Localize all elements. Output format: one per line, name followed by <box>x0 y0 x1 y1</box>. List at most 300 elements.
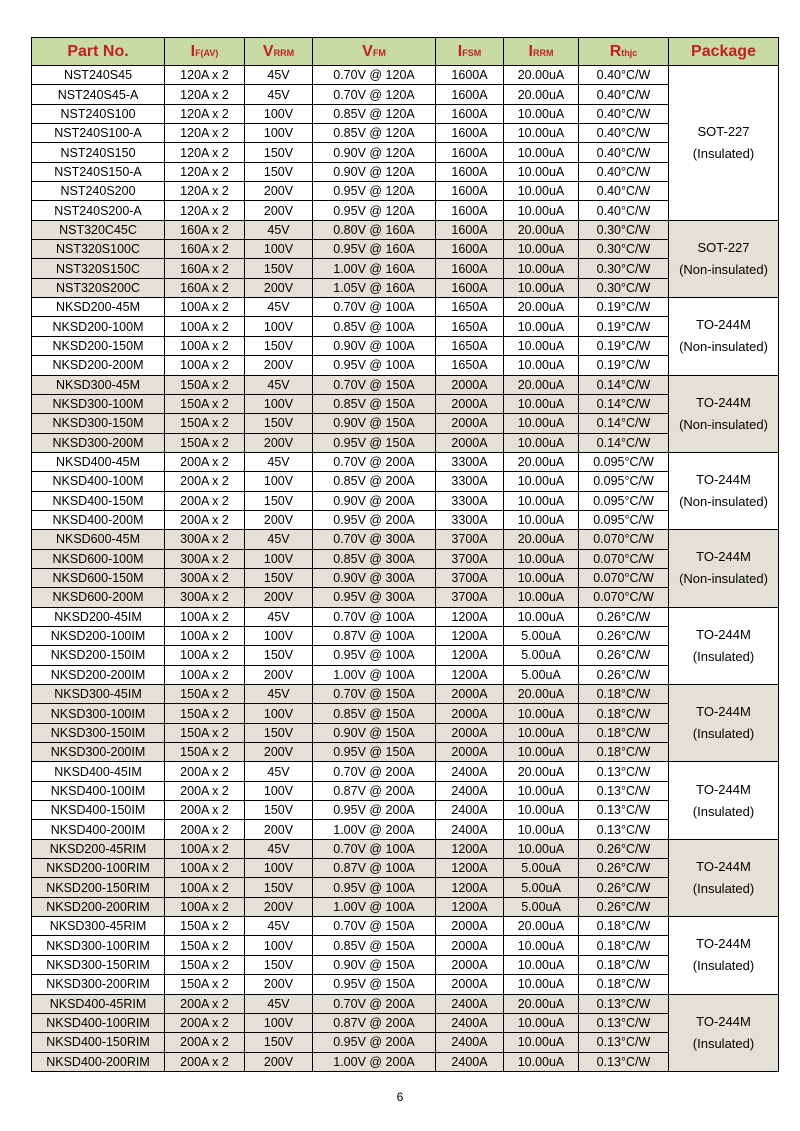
cell-vrrm: 100V <box>245 781 313 800</box>
header-subscript: F(AV) <box>195 47 219 58</box>
cell-ifsm: 2000A <box>436 685 504 704</box>
cell-vrrm: 100V <box>245 936 313 955</box>
table-row <box>32 1033 779 1052</box>
cell-ifsm: 3300A <box>436 491 504 510</box>
cell-ifsm: 2000A <box>436 704 504 723</box>
cell-if-av: 100A x 2 <box>165 336 245 355</box>
cell-vrrm: 200V <box>245 1052 313 1071</box>
cell-part-no: NKSD200-150IM <box>32 646 165 665</box>
cell-part-no: NKSD300-150M <box>32 414 165 433</box>
cell-ifsm: 1600A <box>436 201 504 220</box>
cell-ifsm: 2400A <box>436 1033 504 1052</box>
cell-part-no: NST240S45 <box>32 66 165 85</box>
cell-irrm: 10.00uA <box>504 317 579 336</box>
cell-ifsm: 1200A <box>436 646 504 665</box>
cell-rthjc: 0.18°C/W <box>579 743 669 762</box>
cell-part-no: NKSD600-150M <box>32 568 165 587</box>
header-part-no <box>32 38 165 66</box>
cell-if-av: 100A x 2 <box>165 356 245 375</box>
cell-ifsm: 2000A <box>436 723 504 742</box>
cell-vfm: 0.87V @ 200A <box>313 781 436 800</box>
cell-ifsm: 2400A <box>436 1013 504 1032</box>
cell-vrrm: 100V <box>245 317 313 336</box>
cell-vfm: 0.85V @ 120A <box>313 104 436 123</box>
cell-vrrm: 150V <box>245 568 313 587</box>
cell-vfm: 0.90V @ 120A <box>313 162 436 181</box>
cell-ifsm: 1200A <box>436 607 504 626</box>
cell-package <box>669 685 779 762</box>
cell-part-no: NST240S100 <box>32 104 165 123</box>
cell-rthjc: 0.30°C/W <box>579 240 669 259</box>
cell-vfm: 0.70V @ 100A <box>313 298 436 317</box>
header-subscript: FSM <box>462 47 482 58</box>
cell-rthjc: 0.40°C/W <box>579 104 669 123</box>
cell-vrrm: 100V <box>245 1013 313 1032</box>
table-row <box>32 646 779 665</box>
cell-part-no: NKSD400-200M <box>32 510 165 529</box>
cell-rthjc: 0.13°C/W <box>579 1013 669 1032</box>
table-row <box>32 704 779 723</box>
cell-vrrm: 45V <box>245 685 313 704</box>
cell-rthjc: 0.14°C/W <box>579 394 669 413</box>
cell-if-av: 200A x 2 <box>165 1052 245 1071</box>
cell-vrrm: 45V <box>245 994 313 1013</box>
cell-part-no: NKSD300-45M <box>32 375 165 394</box>
cell-vrrm: 100V <box>245 124 313 143</box>
cell-vfm: 0.85V @ 100A <box>313 317 436 336</box>
cell-irrm: 10.00uA <box>504 104 579 123</box>
package-name: TO-244M <box>696 858 751 874</box>
header-main-text: V <box>362 42 373 60</box>
cell-vfm: 0.90V @ 150A <box>313 955 436 974</box>
package-type: (Insulated) <box>692 726 755 742</box>
cell-part-no: NST320S100C <box>32 240 165 259</box>
cell-vrrm: 100V <box>245 472 313 491</box>
cell-if-av: 300A x 2 <box>165 549 245 568</box>
header-subscript: RRM <box>532 47 554 58</box>
cell-irrm: 20.00uA <box>504 994 579 1013</box>
cell-vfm: 0.70V @ 120A <box>313 85 436 104</box>
cell-part-no: NST240S150 <box>32 143 165 162</box>
cell-ifsm: 2000A <box>436 936 504 955</box>
table-row <box>32 66 779 85</box>
table-row <box>32 162 779 181</box>
cell-package <box>669 375 779 452</box>
cell-vfm: 0.95V @ 150A <box>313 975 436 994</box>
cell-vfm: 0.70V @ 200A <box>313 994 436 1013</box>
cell-part-no: NKSD300-45IM <box>32 685 165 704</box>
cell-if-av: 200A x 2 <box>165 1033 245 1052</box>
package-type: (Non-insulated) <box>679 416 768 432</box>
table-row <box>32 124 779 143</box>
cell-ifsm: 1650A <box>436 336 504 355</box>
cell-if-av: 120A x 2 <box>165 162 245 181</box>
cell-rthjc: 0.26°C/W <box>579 897 669 916</box>
cell-part-no: NKSD300-200IM <box>32 743 165 762</box>
table-row <box>32 607 779 626</box>
cell-package <box>669 607 779 684</box>
header-main-text: Package <box>691 42 756 60</box>
cell-rthjc: 0.40°C/W <box>579 85 669 104</box>
cell-vrrm: 45V <box>245 220 313 239</box>
cell-vfm: 0.95V @ 150A <box>313 743 436 762</box>
cell-rthjc: 0.26°C/W <box>579 665 669 684</box>
cell-rthjc: 0.18°C/W <box>579 936 669 955</box>
cell-vrrm: 100V <box>245 859 313 878</box>
cell-ifsm: 1200A <box>436 859 504 878</box>
cell-irrm: 10.00uA <box>504 1033 579 1052</box>
cell-vrrm: 45V <box>245 298 313 317</box>
header-subscript: FM <box>372 47 386 58</box>
cell-part-no: NST320S150C <box>32 259 165 278</box>
cell-vfm: 0.70V @ 150A <box>313 375 436 394</box>
cell-rthjc: 0.18°C/W <box>579 704 669 723</box>
cell-ifsm: 1200A <box>436 897 504 916</box>
cell-rthjc: 0.13°C/W <box>579 801 669 820</box>
cell-ifsm: 1600A <box>436 182 504 201</box>
cell-rthjc: 0.26°C/W <box>579 626 669 645</box>
cell-vfm: 0.85V @ 150A <box>313 394 436 413</box>
cell-part-no: NKSD600-45M <box>32 530 165 549</box>
table-row <box>32 356 779 375</box>
cell-ifsm: 2000A <box>436 955 504 974</box>
table-row <box>32 201 779 220</box>
table-row <box>32 626 779 645</box>
cell-vrrm: 150V <box>245 1033 313 1052</box>
cell-part-no: NST240S200-A <box>32 201 165 220</box>
cell-if-av: 300A x 2 <box>165 530 245 549</box>
package-name: TO-244M <box>696 549 751 565</box>
cell-if-av: 120A x 2 <box>165 66 245 85</box>
cell-vrrm: 200V <box>245 433 313 452</box>
cell-vfm: 0.95V @ 100A <box>313 356 436 375</box>
table-row <box>32 278 779 297</box>
cell-vrrm: 45V <box>245 85 313 104</box>
cell-vrrm: 150V <box>245 162 313 181</box>
table-row <box>32 994 779 1013</box>
cell-vrrm: 150V <box>245 143 313 162</box>
cell-part-no: NST240S100-A <box>32 124 165 143</box>
cell-rthjc: 0.26°C/W <box>579 878 669 897</box>
cell-irrm: 20.00uA <box>504 298 579 317</box>
cell-vfm: 0.70V @ 200A <box>313 762 436 781</box>
cell-part-no: NKSD200-100IM <box>32 626 165 645</box>
cell-vfm: 0.85V @ 150A <box>313 936 436 955</box>
cell-irrm: 5.00uA <box>504 626 579 645</box>
cell-part-no: NKSD600-200M <box>32 588 165 607</box>
header-main-text: I <box>457 42 463 60</box>
cell-if-av: 150A x 2 <box>165 375 245 394</box>
cell-vfm: 0.90V @ 200A <box>313 491 436 510</box>
cell-vfm: 0.70V @ 150A <box>313 685 436 704</box>
header-subscript: thjc <box>621 47 638 58</box>
cell-if-av: 160A x 2 <box>165 278 245 297</box>
cell-vfm: 0.87V @ 100A <box>313 859 436 878</box>
cell-rthjc: 0.26°C/W <box>579 839 669 858</box>
cell-rthjc: 0.19°C/W <box>579 298 669 317</box>
cell-part-no: NKSD400-150M <box>32 491 165 510</box>
cell-ifsm: 1650A <box>436 356 504 375</box>
cell-vfm: 0.70V @ 300A <box>313 530 436 549</box>
cell-irrm: 10.00uA <box>504 510 579 529</box>
cell-if-av: 150A x 2 <box>165 955 245 974</box>
cell-rthjc: 0.14°C/W <box>579 433 669 452</box>
cell-part-no: NKSD400-200IM <box>32 820 165 839</box>
package-type: (Insulated) <box>692 958 755 974</box>
cell-if-av: 160A x 2 <box>165 240 245 259</box>
cell-rthjc: 0.40°C/W <box>579 66 669 85</box>
cell-ifsm: 1650A <box>436 317 504 336</box>
table-row <box>32 472 779 491</box>
cell-package <box>669 917 779 994</box>
table-row <box>32 182 779 201</box>
cell-ifsm: 2000A <box>436 414 504 433</box>
cell-part-no: NKSD300-200M <box>32 433 165 452</box>
cell-ifsm: 2000A <box>436 917 504 936</box>
table-row <box>32 259 779 278</box>
header-main-text: I <box>528 42 533 60</box>
cell-vrrm: 200V <box>245 356 313 375</box>
cell-irrm: 10.00uA <box>504 240 579 259</box>
cell-part-no: NKSD400-45RIM <box>32 994 165 1013</box>
cell-rthjc: 0.14°C/W <box>579 375 669 394</box>
cell-part-no: NST240S150-A <box>32 162 165 181</box>
cell-irrm: 10.00uA <box>504 259 579 278</box>
cell-package <box>669 994 779 1071</box>
cell-irrm: 10.00uA <box>504 491 579 510</box>
cell-if-av: 150A x 2 <box>165 917 245 936</box>
table-header-row <box>32 38 779 66</box>
table-row <box>32 781 779 800</box>
cell-irrm: 20.00uA <box>504 66 579 85</box>
cell-package <box>669 839 779 916</box>
cell-if-av: 200A x 2 <box>165 820 245 839</box>
cell-vfm: 1.00V @ 100A <box>313 897 436 916</box>
cell-vrrm: 200V <box>245 278 313 297</box>
cell-part-no: NKSD200-150M <box>32 336 165 355</box>
package-name: SOT-227 <box>697 123 750 139</box>
cell-vfm: 1.00V @ 200A <box>313 1052 436 1071</box>
cell-vfm: 0.95V @ 200A <box>313 1033 436 1052</box>
cell-if-av: 150A x 2 <box>165 704 245 723</box>
cell-vrrm: 100V <box>245 549 313 568</box>
cell-if-av: 100A x 2 <box>165 878 245 897</box>
cell-vfm: 0.90V @ 100A <box>313 336 436 355</box>
cell-ifsm: 2400A <box>436 994 504 1013</box>
cell-ifsm: 2400A <box>436 1052 504 1071</box>
cell-ifsm: 3700A <box>436 568 504 587</box>
cell-ifsm: 2000A <box>436 394 504 413</box>
cell-irrm: 10.00uA <box>504 568 579 587</box>
cell-irrm: 20.00uA <box>504 917 579 936</box>
package-name: TO-244M <box>696 472 751 488</box>
package-type: (Non-insulated) <box>679 261 768 277</box>
cell-if-av: 120A x 2 <box>165 85 245 104</box>
cell-ifsm: 2000A <box>436 975 504 994</box>
table-row <box>32 820 779 839</box>
cell-vrrm: 150V <box>245 259 313 278</box>
cell-vrrm: 150V <box>245 646 313 665</box>
cell-part-no: NST240S45-A <box>32 85 165 104</box>
table-row <box>32 859 779 878</box>
table-row <box>32 510 779 529</box>
cell-vrrm: 45V <box>245 839 313 858</box>
cell-if-av: 300A x 2 <box>165 568 245 587</box>
cell-rthjc: 0.26°C/W <box>579 607 669 626</box>
package-name: TO-244M <box>696 936 751 952</box>
cell-if-av: 120A x 2 <box>165 143 245 162</box>
table-row <box>32 743 779 762</box>
cell-vfm: 0.90V @ 120A <box>313 143 436 162</box>
cell-vfm: 0.90V @ 150A <box>313 723 436 742</box>
table-row <box>32 955 779 974</box>
cell-part-no: NKSD200-150RIM <box>32 878 165 897</box>
cell-ifsm: 1200A <box>436 839 504 858</box>
cell-rthjc: 0.18°C/W <box>579 975 669 994</box>
cell-package <box>669 66 779 221</box>
cell-vfm: 0.87V @ 100A <box>313 626 436 645</box>
cell-irrm: 10.00uA <box>504 781 579 800</box>
cell-vrrm: 100V <box>245 394 313 413</box>
table-row <box>32 878 779 897</box>
cell-if-av: 120A x 2 <box>165 182 245 201</box>
cell-vrrm: 100V <box>245 104 313 123</box>
cell-part-no: NKSD200-200IM <box>32 665 165 684</box>
cell-irrm: 10.00uA <box>504 433 579 452</box>
spec-table <box>31 37 779 1072</box>
table-row <box>32 917 779 936</box>
cell-if-av: 200A x 2 <box>165 472 245 491</box>
cell-package <box>669 298 779 375</box>
table-row <box>32 1013 779 1032</box>
cell-vrrm: 45V <box>245 452 313 471</box>
table-row <box>32 665 779 684</box>
cell-rthjc: 0.13°C/W <box>579 1033 669 1052</box>
cell-ifsm: 1600A <box>436 259 504 278</box>
cell-vfm: 0.95V @ 150A <box>313 433 436 452</box>
cell-irrm: 10.00uA <box>504 472 579 491</box>
header-main-text: V <box>262 42 274 60</box>
cell-irrm: 10.00uA <box>504 936 579 955</box>
cell-vrrm: 200V <box>245 665 313 684</box>
table-row <box>32 298 779 317</box>
table-row <box>32 723 779 742</box>
package-type: (Insulated) <box>692 880 755 896</box>
cell-irrm: 5.00uA <box>504 878 579 897</box>
cell-irrm: 10.00uA <box>504 588 579 607</box>
cell-vrrm: 200V <box>245 182 313 201</box>
cell-part-no: NKSD300-100M <box>32 394 165 413</box>
cell-vrrm: 45V <box>245 762 313 781</box>
cell-vfm: 0.95V @ 160A <box>313 240 436 259</box>
header-if-av <box>165 38 245 66</box>
cell-package <box>669 530 779 607</box>
cell-vrrm: 45V <box>245 375 313 394</box>
cell-vfm: 1.05V @ 160A <box>313 278 436 297</box>
cell-vfm: 0.95V @ 200A <box>313 801 436 820</box>
header-main-text: R <box>609 42 622 60</box>
header-main-text: I <box>190 42 196 60</box>
cell-irrm: 10.00uA <box>504 723 579 742</box>
cell-rthjc: 0.30°C/W <box>579 278 669 297</box>
cell-vrrm: 150V <box>245 955 313 974</box>
table-row <box>32 414 779 433</box>
cell-rthjc: 0.18°C/W <box>579 955 669 974</box>
cell-part-no: NKSD300-45RIM <box>32 917 165 936</box>
cell-irrm: 10.00uA <box>504 414 579 433</box>
table-row <box>32 143 779 162</box>
cell-rthjc: 0.40°C/W <box>579 162 669 181</box>
cell-vrrm: 200V <box>245 201 313 220</box>
package-name: TO-244M <box>696 317 751 333</box>
cell-rthjc: 0.070°C/W <box>579 530 669 549</box>
cell-rthjc: 0.13°C/W <box>579 762 669 781</box>
table-row <box>32 336 779 355</box>
table-row <box>32 375 779 394</box>
cell-ifsm: 2000A <box>436 433 504 452</box>
cell-if-av: 120A x 2 <box>165 104 245 123</box>
cell-irrm: 10.00uA <box>504 820 579 839</box>
cell-rthjc: 0.30°C/W <box>579 220 669 239</box>
cell-rthjc: 0.070°C/W <box>579 549 669 568</box>
cell-part-no: NKSD400-45IM <box>32 762 165 781</box>
cell-vfm: 0.90V @ 300A <box>313 568 436 587</box>
package-type: (Insulated) <box>692 145 755 161</box>
cell-part-no: NKSD600-100M <box>32 549 165 568</box>
cell-ifsm: 3300A <box>436 510 504 529</box>
cell-vfm: 0.70V @ 150A <box>313 917 436 936</box>
cell-ifsm: 1600A <box>436 143 504 162</box>
package-name: TO-244M <box>696 1013 751 1029</box>
cell-rthjc: 0.18°C/W <box>579 685 669 704</box>
cell-vrrm: 200V <box>245 510 313 529</box>
cell-rthjc: 0.13°C/W <box>579 994 669 1013</box>
cell-vrrm: 200V <box>245 588 313 607</box>
cell-part-no: NKSD300-200RIM <box>32 975 165 994</box>
cell-ifsm: 1600A <box>436 240 504 259</box>
cell-if-av: 160A x 2 <box>165 259 245 278</box>
cell-if-av: 100A x 2 <box>165 607 245 626</box>
cell-ifsm: 2400A <box>436 762 504 781</box>
cell-if-av: 200A x 2 <box>165 510 245 529</box>
cell-irrm: 20.00uA <box>504 220 579 239</box>
cell-vrrm: 150V <box>245 336 313 355</box>
cell-vfm: 0.85V @ 150A <box>313 704 436 723</box>
cell-ifsm: 2400A <box>436 781 504 800</box>
cell-if-av: 150A x 2 <box>165 414 245 433</box>
cell-rthjc: 0.40°C/W <box>579 201 669 220</box>
cell-if-av: 150A x 2 <box>165 685 245 704</box>
table-row <box>32 762 779 781</box>
package-type: (Non-insulated) <box>679 571 768 587</box>
cell-rthjc: 0.26°C/W <box>579 646 669 665</box>
cell-part-no: NKSD300-150RIM <box>32 955 165 974</box>
table-row <box>32 897 779 916</box>
table-row <box>32 491 779 510</box>
table-row <box>32 1052 779 1071</box>
table-row <box>32 394 779 413</box>
cell-part-no: NKSD400-100RIM <box>32 1013 165 1032</box>
cell-rthjc: 0.18°C/W <box>579 917 669 936</box>
cell-irrm: 10.00uA <box>504 1013 579 1032</box>
cell-if-av: 120A x 2 <box>165 201 245 220</box>
cell-ifsm: 3700A <box>436 549 504 568</box>
package-name: TO-244M <box>696 394 751 410</box>
cell-vrrm: 45V <box>245 530 313 549</box>
table-row <box>32 530 779 549</box>
cell-if-av: 120A x 2 <box>165 124 245 143</box>
cell-vrrm: 100V <box>245 240 313 259</box>
